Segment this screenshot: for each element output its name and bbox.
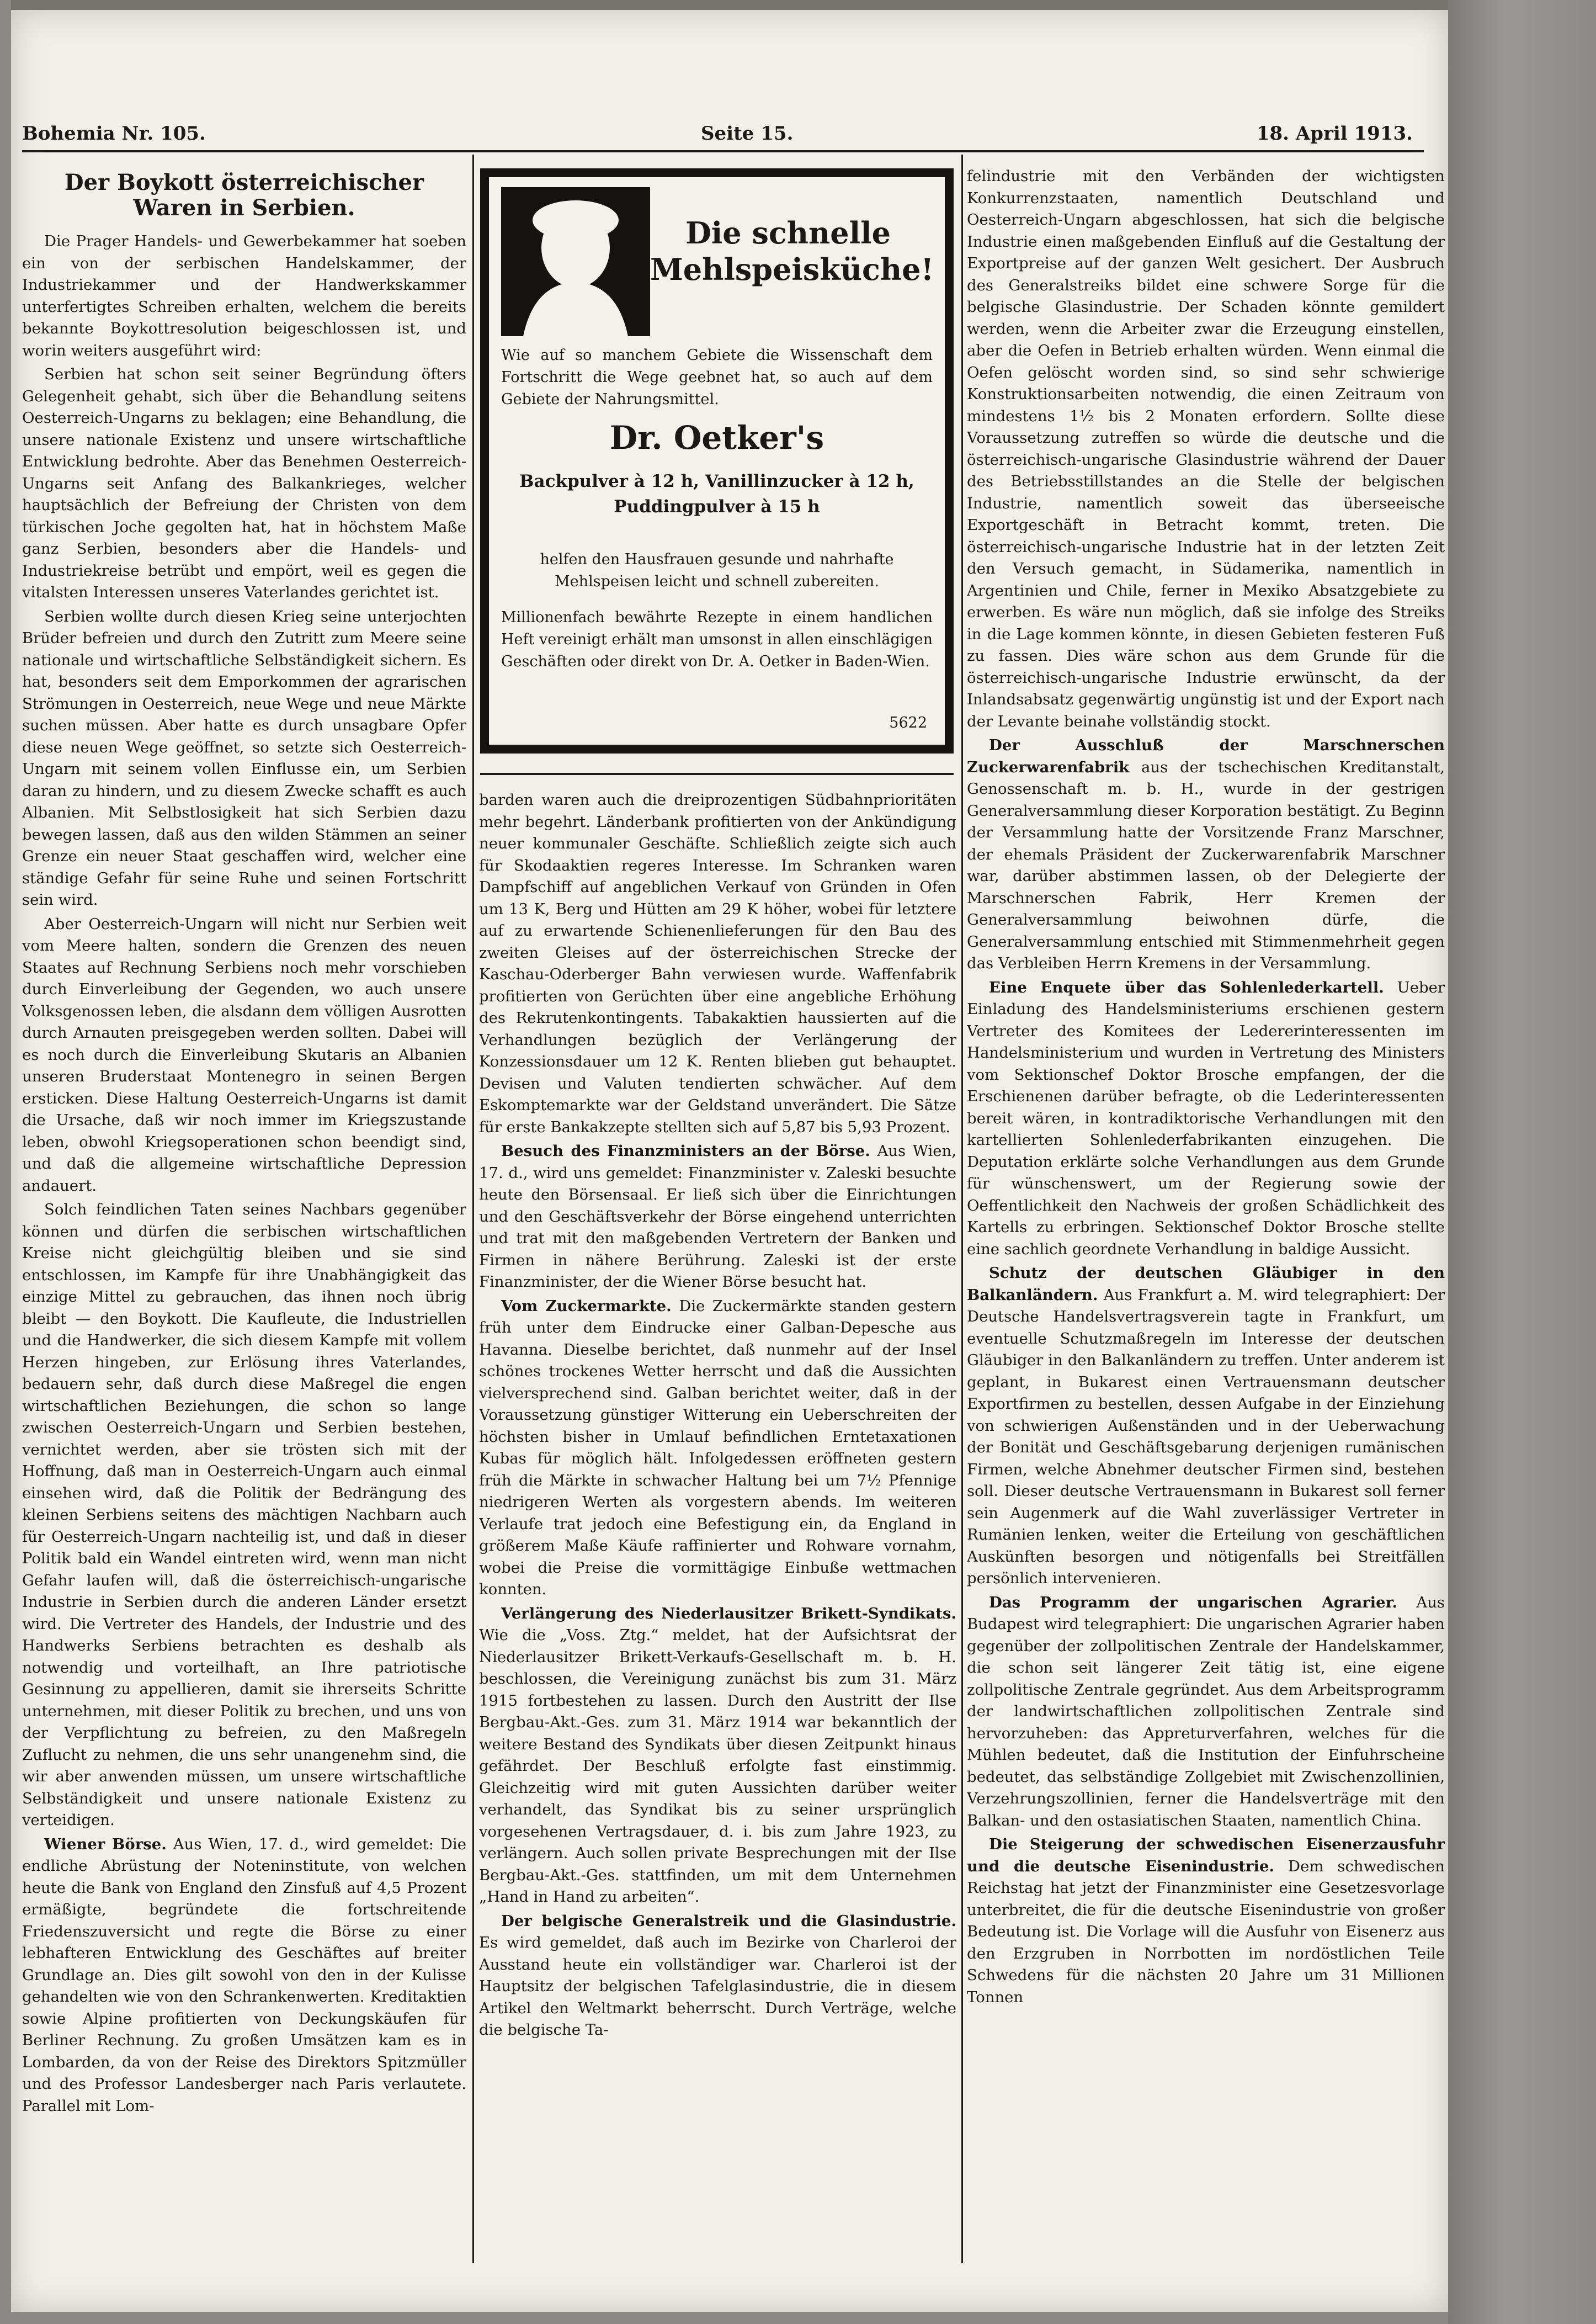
column-1 xyxy=(22,166,466,2263)
article-text-glaeubiger: Aus Frankfurt a. M. wird telegraphiert: Der Deutsche Handelsvertragsverein tagte in Frankfurt, um eventuelle Schutzmaßregeln im Interesse der deutschen Gläubiger in den Balkanländern zu treffen. Unter anderem ist geplant, in Bukarest einen Vertrauensmann deutscher Exportfirmen zu bestellen, dessen Aufgabe in der Einziehung von schwierigen Außenständen und in der Ueberwachung der Bonität und Geschäftsgebarung derjenigen rumänischen Firmen, welche Abnehmer deutscher Firmen sind, bestehen soll. Dieser deutsche Vertrauensmann in Bukarest soll ferner sein Augenmerk auf die Wahl zuverlässiger Vertreter in Rumänien lenken, weiter die Erteilung von geschäftlichen Auskünften besorgen und nötigenfalls bei Streitfällen persönlich intervenieren. xyxy=(967,1286,1445,1587)
article-agrarier xyxy=(967,1592,1445,1832)
column-3 xyxy=(967,166,1445,2263)
article-text-zuckermarkt: Die Zuckermärkte standen gestern früh unter dem Eindrucke einer Galban-Depesche aus Havanna. Dieselbe berichtet, daß nunmehr auf der Insel schönes trockenes Wetter herrscht und daß die Aussichten vielversprechend sind. Galban berichtet weiter, daß in der Voraussetzung günstiger Witterung ein Ueberschreiten der höchsten bisher in Umlauf befindlichen Erntetaxationen Kubas für möglich hält. Infolgedessen eröffneten gestern früh die Märkte in schwacher Haltung bei um 7½ Pfennige niedrigeren Werten als vorgestern abends. Im weiteren Verlaufe trat jedoch eine Befestigung ein, da England in größerem Maße Käufe raffinierter und Rohware vornahm, wobei die Preise die vormittägige Einbuße wettmachen konnten. xyxy=(479,1297,956,1598)
article-title-zuckermarkt: Vom Zuckermarkte. xyxy=(501,1297,672,1315)
ad-benefit: helfen den Hausfrauen gesunde und nahrhafte Mehlspeisen leicht und schnell zubereiten. xyxy=(540,551,894,590)
article-text-finanzminister: Aus Wien, 17. d., wird uns gemeldet: Finanzminister v. Zaleski besuchte heute den Börsensaal. Er ließ sich über die Einrichtungen und den Geschäftsverkehr der Börse eingehend unterrichten und trat mit den maßgebenden Vertretern der Banken und Firmen in nähere Berührung. Zaleski ist der erste Finanzminister, der die Wiener Börse besucht hat. xyxy=(479,1142,956,1291)
article-continuation-boerse: barden waren auch die dreiprozentigen Südbahnprioritäten mehr begehrt. Länderbank profitierten von der Ankündigung neuer kommunaler Geschäfte. Schließlich zeigte sich auch für Skodaaktien regeres Interesse. Im Schranken waren Dampfschiff auf angeblichen Verkauf von Gründen in Ofen um 13 K, Berg und Hütten am 29 K höher, wobei für letztere auf zu erwartende Schienenlieferungen für den Bau des zweiten Gleises auf der österreichischen Strecke der Kaschau-Oderberger Bahn verwiesen wurde. Waffenfabrik profitierten von Gerüchten über eine angebliche Erhöhung des Rekrutenkontingents. Tabakaktien haussierten auf die Verhandlungen bezüglich der Verlängerung der Konzessionsdauer um 12 K. Renten blieben gut behauptet. Devisen und Valuten tendierten schwächer. Auf dem Eskomptemarkte war der Geldstand unverändert. Die Sätze für erste Bankakzepte stellten sich auf 5,87 bis 5,93 Prozent. xyxy=(479,791,956,1136)
scan-top-edge xyxy=(11,0,1448,11)
scan-right-edge xyxy=(1448,0,1596,2324)
article-text-agrarier: Aus Budapest wird telegraphiert: Die ungarischen Agrarier haben gegenüber der zollpolitischen Zentrale der Handelskammer, die schon seit längerer Zeit tätig ist, eine eigene zollpolitische Zentrale gegründet. Aus dem Arbeitsprogramm der landwirtschaftlichen zollpolitischen Zentrale sind hervorzuheben: das Appreturverfahren, welches für die Mühlen bedeutet, daß die Institution der Einfuhrscheine bedeutet, das selbständige Zollgebiet mit Zwischenzollinien, Verzehrungszollinien, ferner die Handelsverträge mit den Balkan- und den ostasiatischen Staaten, namentlich China. xyxy=(967,1593,1445,1829)
article-finanzminister xyxy=(479,1140,956,1293)
column-rule-2 xyxy=(961,155,963,2263)
ad-title: Die schnelle Mehlspeisküche! xyxy=(650,215,934,287)
article-title-finanzminister: Besuch des Finanzministers an der Börse. xyxy=(501,1142,870,1160)
article-text-glasindustrie: Es wird gemeldet, daß auch im Bezirke von Charleroi der Ausstand heute ein vollständiger war. Charleroi ist der Hauptsitz der belgischen Tafelglasindustrie, die in diesem Artikel den Weltmarkt beherrscht. Durch Verträge, welche die belgische Ta- xyxy=(479,1934,956,2039)
article-boerse xyxy=(22,1834,466,2118)
article-zuckermarkt xyxy=(479,1296,956,1601)
header-page-number: Seite 15. xyxy=(701,123,794,145)
article-title-glaeubiger: Schutz der deutschen Gläubiger in den Balkanländern. xyxy=(967,1264,1445,1304)
article-title-eisenerz: Die Steigerung der schwedischen Eisenerzausfuhr und die deutsche Eisenindustrie. xyxy=(967,1835,1445,1875)
article-title-boerse: Wiener Börse. xyxy=(44,1835,167,1853)
ad-brand: Dr. Oetker's xyxy=(609,419,824,457)
article-paragraph: Aber Oesterreich-Ungarn will nicht nur Serbien weit vom Meere halten, sondern die Grenzen des neuen Staates auf Rechnung Serbiens noch mehr vorschieben durch Einverleibung der Gegenden, wo auch unsere Volksgenossen leben, die alsdann dem völligen Ausrotten durch Arnauten preisgegeben werden sollten. Dabei will es noch durch die Einverleibung Skutaris an Albanien unseren Bruderstaat Montenegro in seinen Bergen ersticken. Diese Haltung Oesterreich-Ungarns ist damit die Ursache, daß wir noch immer im Kriegszustande leben, obwohl Kriegsoperationen schon beendigt sind, und daß die allgemeine wirtschaftliche Depression andauert. xyxy=(22,915,466,1195)
article-paragraph: Serbien wollte durch diesen Krieg seine unterjochten Brüder befreien und durch den Zutritt zum Meere seine nationale und wirtschaftliche Selbständigkeit sichern. Es hat, besonders seit dem Emporkommen der agrarischen Strömungen in Oesterreich, neue Wege und neue Märkte suchen müssen. Aber hatte es durch unsagbare Opfer diese neuen Wege geöffnet, so setzte sich Oesterreich-Ungarn mit seinem vollen Einflusse ein, um Serbien daran zu hindern, und zu diesem Zwecke schafft es auch Albanien. Mit Selbstlosigkeit hat sich Serbien dazu bewegen lassen, daß aus den wilden Stämmen an seiner Grenze ein neuer Staat geschaffen wird, welcher eine ständige Gefahr für seine Ruhe und seinen Fortschritt sein wird. xyxy=(22,607,466,909)
header-date: 18. April 1913. xyxy=(1256,123,1413,145)
article-marschner xyxy=(967,735,1445,975)
woman-portrait-icon xyxy=(501,187,650,336)
article-heading-boykott: Der Boykott österreichischer Waren in Serbien. xyxy=(64,169,424,221)
article-text-eisenerz: Dem schwedischen Reichstag hat jetzt der Finanzminister eine Gesetzesvorlage unterbreitet, die für die deutsche Eisenindustrie von großer Bedeutung ist. Die Vorlage will die Ausfuhr von Eisenerz aus den Erzgruben in Norrbotten im nordöstlichen Teile Schwedens für die nächsten 20 Jahre um 31 Millionen Tonnen xyxy=(967,1857,1445,2006)
article-glaeubiger xyxy=(967,1262,1445,1590)
article-title-brikett: Verlängerung des Niederlausitzer Brikett-Syndikats. xyxy=(501,1604,956,1622)
article-title-marschner: Der Ausschluß der Marschnerschen Zuckerwarenfabrik xyxy=(967,736,1445,776)
header-rule xyxy=(22,150,1424,152)
article-title-glasindustrie: Der belgische Generalstreik und die Glasindustrie. xyxy=(501,1912,956,1930)
ad-bottom-rule xyxy=(480,773,954,775)
ad-intro: Wie auf so manchem Gebiete die Wissenschaft dem Fortschritt die Wege geebnet hat, so auch auf dem Gebiete der Nahrungsmittel. xyxy=(501,347,933,408)
article-title-sohlenleder: Eine Enquete über das Sohlenlederkartell. xyxy=(989,978,1384,996)
article-text-marschner: aus der tschechischen Kreditanstalt, Genossenschaft m. b. H., wurde in der gestrigen Generalversammlung dieser Korporation bestätigt. Zu Beginn der Versammlung hatte der Vorsitzende Franz Marschner, der ehemals Präsident der Zuckerwarenfabrik Marschner war, darüber abstimmen lassen, ob der Delegierte der Marschnerschen Fabrik, Herr Kremen der Generalversammlung beiwohnen dürfe, die Generalversammlung entschied mit Stimmenmehrheit gegen das Verbleiben Herrn Kremens in der Versammlung. xyxy=(967,758,1445,972)
column-2 xyxy=(479,789,956,2263)
page-header xyxy=(22,123,1424,150)
article-brikett xyxy=(479,1603,956,1908)
article-eisenerz xyxy=(967,1834,1445,2008)
ad-offer: Millionenfach bewährte Rezepte in einem handlichen Heft vereinigt erhält man umsonst in allen einschlägigen Geschäften oder direkt von Dr. A. Oetker in Baden-Wien. xyxy=(501,609,933,670)
article-text-sohlenleder: Ueber Einladung des Handelsministeriums erschienen gestern Vertreter des Komitees der Ledererinteressenten im Handelsministerium und wurden in Vertretung des Ministers vom Sektionschef Doktor Brosche empfangen, der die Erschienenen darüber befragte, ob die Lederinteressenten bereit wären, in kontradiktorische Verhandlungen mit den kartellierten Sohlenlederfabrikanten einzugehen. Die Deputation erklärte solche Verhandlungen aus dem Grunde für wünschenswert, um der Regierung sowie der Oeffentlichkeit den Nachweis der großen Schädlichkeit des Kartells zu erbringen. Sektionschef Doktor Brosche stellte eine sachlich geordnete Verhandlung in baldige Aussicht. xyxy=(967,978,1445,1258)
article-paragraph: Serbien hat schon seit seiner Begründung öfters Gelegenheit gehabt, sich über die Behandlung seitens Oesterreich-Ungarns zu beklagen; eine Behandlung, die unsere nationale Existenz und unsere wirtschaftliche Entwicklung bedrohte. Aber das Benehmen Oesterreich-Ungarns seit Anfang des Balkankrieges, welcher hauptsächlich der Befreiung der Christen von dem türkischen Joche gegolten hat, hat in höchstem Maße ganz Serbien, besonders aber die Handels- und Industriekreise betrübt und empört, weil es gegen die vitalsten Interessen unseres Vaterlandes gerichtet ist. xyxy=(22,365,466,601)
ad-number: 5622 xyxy=(889,714,927,731)
article-text-boerse: Aus Wien, 17. d., wird gemeldet: Die endliche Abrüstung der Noteninstitute, von welchen heute die Bank von England den Zinsfuß auf 4,5 Prozent ermäßigte, begründete die fortschreitende Friedenszuversicht und regte die Börse zu einer lebhafteren Entwicklung des Geschäftes auf breiter Grundlage an. Dies gilt sowohl von den in der Kulisse gehandelten wie von den Schrankenwerten. Kreditaktien sowie Alpine profitierten von Deckungskäufen für Berliner Rechnung. Zu großen Umsätzen kam es in Lombarden, da von der Reise des Direktors Spitzmüller und des Professor Landesberger nach Paris verlautete. Parallel mit Lom- xyxy=(22,1835,466,2115)
ad-content xyxy=(501,187,933,735)
ad-products: Backpulver à 12 h, Vanillinzucker à 12 h, Puddingpulver à 15 h xyxy=(519,471,914,517)
article-paragraph: Die Prager Handels- und Gewerbekammer hat soeben ein von der serbischen Handelskammer, der Industriekammer und der Handwerkskammer unterfertigtes Schreiben erhalten, welchem die bereits bekannte Boykottresolution beigeschlossen ist, und worin weiters ausgeführt wird: xyxy=(22,232,466,359)
column-rule-1 xyxy=(472,155,474,2263)
article-text-brikett: Wie die „Voss. Ztg.“ meldet, hat der Aufsichtsrat der Niederlausitzer Brikett-Verkaufs-Gesellschaft m. b. H. beschlossen, die Vereinigung zunächst bis zum 31. März 1915 fortbestehen zu lassen. Durch den Austritt der Ilse Bergbau-Akt.-Ges. zum 31. März 1914 war bekanntlich der weitere Bestand des Syndikats über diesen Zeitpunkt hinaus gefährdet. Der Beschluß erfolgte fast einstimmig. Gleichzeitig wird mit guten Aussichten darüber weiter verhandelt, das Syndikat bis zu seiner ursprünglich vorgesehenen Vertragsdauer, d. i. bis zum Jahre 1923, zu verlängern. Auch sollen private Besprechungen mit der Ilse Bergbau-Akt.-Ges. stattfinden, um mit dem Unternehmen „Hand in Hand zu arbeiten“. xyxy=(479,1626,956,1906)
article-sohlenleder xyxy=(967,977,1445,1261)
article-glasindustrie xyxy=(479,1911,956,2041)
article-continuation-glasindustrie: felindustrie mit den Verbänden der wichtigsten Konkurrenzstaaten, namentlich Deutschland und Oesterreich-Ungarn abgeschlossen, hat sich die belgische Industrie einen maßgebenden Einfluß auf die Gestaltung der Exportpreise auf der ganzen Welt gesichert. Der Ausbruch des Generalstreiks bildet eine schwere Sorge für die belgische Glasindustrie. Der Schaden könnte gemildert werden, wenn die Arbeiter zwar die Erzeugung einstellen, aber die Oefen in Betrieb erhalten würden. Wenn einmal die Oefen gelöscht worden sind, so sind sehr schwierige Konstruktionsarbeiten notwendig, die einen Zeitraum von mindestens 1½ bis 2 Monaten erfordern. Sollte diese Voraussetzung zutreffen so würde die deutsche und die österreichisch-ungarische Glasindustrie während der Dauer des Betriebsstillstandes an die Stelle der belgischen Industrie, namentlich soweit das überseeische Exportgeschäft in Betracht kommt, treten. Die österreichisch-ungarische Industrie hat in der letzten Zeit den Versuch gemacht, in Südamerika, namentlich in Argentinien und Chile, ferner in Mexiko Absatzgebiete zu erwerben. Es wäre nun möglich, daß sie infolge des Streiks in die Lage kommen könnte, in diesen Gebieten festeren Fuß zu fassen. Dies wäre schon aus dem Grunde für die österreichisch-ungarische Industrie erwünscht, da der Inlandsabsatz gegenwärtig ungünstig ist und der Export nach der Levante beinahe vollständig stockt. xyxy=(967,167,1445,730)
article-paragraph: Solch feindlichen Taten seines Nachbars gegenüber können und dürfen die serbischen wirtschaftlichen Kreise nicht gleichgültig bleiben und sie sind entschlossen, im Kampfe für ihre Unabhängigkeit das einzige Mittel zu gebrauchen, das ihnen noch übrig bleibt — den Boykott. Die Kaufleute, die Industriellen und die Handwerker, die sich diesem Kampfe mit vollem Herzen hingeben, zur Erlösung ihres Vaterlandes, bedauern sehr, daß durch diese Maßregel die engen wirtschaftlichen Beziehungen, die schon so lange zwischen Oesterreich-Ungarn und Serbien bestehen, vernichtet werden, aber sie trösten sich mit der Hoffnung, daß man in Oesterreich-Ungarn auch einmal einsehen wird, daß die Politik der Bedrängung des kleinen Serbiens seitens des mächtigen Nachbarn auch für Oesterreich-Ungarn nachteilig ist, und daß in dieser Politik bald ein Wandel eintreten wird, wenn man nicht Gefahr laufen will, daß die österreichisch-ungarische Industrie in Serbien durch die anderen Länder ersetzt wird. Die Vertreter des Handels, der Industrie und des Handwerks Serbiens betrachten es deshalb als notwendig und vorteilhaft, an Ihre patriotische Gesinnung zu appellieren, damit sie ihrerseits Schritte unternehmen, mit dieser Politik zu brechen, und uns von der Verpflichtung zu befreien, zu den Maßregeln Zuflucht zu nehmen, die uns sehr unangenehm sind, die wir aber anwenden müssen, um unsere wirtschaftliche Selbständigkeit und unsere nationale Existenz zu verteidigen. xyxy=(22,1201,466,1829)
header-paper-issue: Bohemia Nr. 105. xyxy=(22,123,206,145)
oetker-advertisement xyxy=(480,168,954,754)
article-title-agrarier: Das Programm der ungarischen Agrarier. xyxy=(989,1593,1398,1611)
